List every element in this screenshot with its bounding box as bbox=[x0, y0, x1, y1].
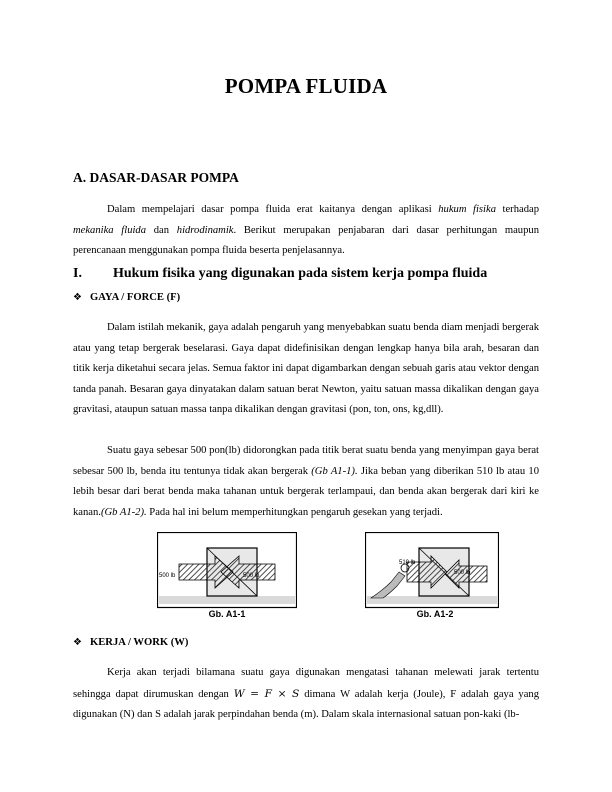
intro-term-hidrodinamik: hidrodinamik bbox=[176, 224, 234, 236]
gaya-p2-ref-1: (Gb A1-1). bbox=[311, 465, 358, 477]
diamond-bullet-icon: ❖ bbox=[73, 637, 82, 648]
fig2-label-left: 510 lb bbox=[399, 560, 416, 566]
fig2-label-right: 500 lb bbox=[454, 570, 471, 576]
gaya-paragraph-1 bbox=[73, 318, 539, 421]
figure-a1-2 bbox=[365, 532, 499, 620]
kerja-heading bbox=[73, 637, 188, 648]
figure-a1-1 bbox=[157, 532, 297, 620]
ground bbox=[159, 596, 295, 604]
figure-a1-1-illustration bbox=[157, 532, 297, 620]
intro-term-mekanika-fluida: mekanika fluida bbox=[73, 224, 147, 236]
kerja-paragraph-1 bbox=[73, 663, 539, 726]
intro-paragraph bbox=[73, 200, 539, 262]
fig1-label-left: 500 lb bbox=[159, 573, 176, 579]
intro-text-4: . Berikut merupakan penjabaran dari dasar perhitungan maupun perencanaan menggunakan pompa fluida beserta penjelasannya. bbox=[73, 224, 539, 256]
kerja-p1-text-1: Kerja akan terjadi bilamana suatu gaya digunakan mengatasi tahanan melewati jarak tertentu sehingga dapat dirumuskan dengan bbox=[73, 667, 539, 700]
intro-text-1: Dalam mempelajari dasar pompa fluida erat kaitanya dengan aplikasi bbox=[107, 204, 439, 215]
kerja-p1-text-2: dimana W adalah kerja (Joule), F adalah gaya yang digunakan (N) dan S adalah jarak perpindahan benda (m). Dalam skala internasional satuan pon-kaki (lb- bbox=[73, 688, 539, 720]
fig1-label-right: 500 lb bbox=[243, 573, 260, 579]
gaya-paragraph-2 bbox=[73, 441, 539, 523]
figure-a1-2-illustration bbox=[365, 532, 499, 620]
intro-term-hukum-fisika: hukum fisika bbox=[438, 204, 496, 215]
kerja-heading-text: KERJA / WORK (W) bbox=[90, 637, 189, 648]
section-i-number: I. bbox=[73, 266, 82, 281]
fig2-caption: Gb. A1-2 bbox=[416, 609, 454, 619]
gaya-p2-text-3: Pada hal ini belum memperhitungkan pengaruh gesekan yang terjadi. bbox=[146, 506, 443, 518]
work-formula: W = F × S bbox=[233, 687, 300, 700]
ground bbox=[367, 596, 497, 604]
gaya-p2-text-2: Jika beban yang diberikan 510 lb atau 10 lebih besar dari berat benda maka tahanan untuk bergerak terlampaui, dan benda akan bergerak dari kiri ke kanan. bbox=[73, 465, 539, 518]
intro-text-2: terhadap bbox=[496, 204, 540, 215]
gaya-heading-text: GAYA / FORCE (F) bbox=[90, 292, 181, 303]
section-i-heading bbox=[73, 266, 487, 282]
intro-text-3: dan bbox=[146, 224, 177, 236]
diamond-bullet-icon: ❖ bbox=[73, 292, 82, 303]
gaya-p2-ref-2: (Gb A1-2). bbox=[100, 506, 147, 518]
section-a-heading: A. DASAR-DASAR POMPA bbox=[73, 170, 239, 185]
section-i-title: Hukum fisika yang digunakan pada sistem kerja pompa fluida bbox=[113, 266, 488, 281]
gaya-heading bbox=[73, 292, 180, 303]
page-title: POMPA FLUIDA bbox=[224, 74, 388, 98]
fig1-caption: Gb. A1-1 bbox=[208, 609, 246, 619]
gaya-paragraph-1-text: Dalam istilah mekanik, gaya adalah pengaruh yang menyebabkan suatu benda diam menjadi bergerak atau yang tetap bergerak beselarasi. Gaya dapat didefinisikan dengan lengkap hanya bila arah, besaran dan titik kerja diketahui secara jelas. Semua faktor ini dapat digambarkan dengan sebuah garis atau vektor dengan tanda panah. Besaran gaya dinyatakan dalam satuan berat Newton, yaitu satuan massa dikalikan dengan gaya gravitasi, ataupun satuan massa tanpa dikalikan dengan gravitasi (pon, ton, ons, kg,dll). bbox=[73, 322, 539, 415]
gaya-p2-text-1: Suatu gaya sebesar 500 pon(lb) didorongkan pada titik berat suatu benda yang menyimpan gaya berat sebesar 500 lb, benda itu tentunya tidak akan bergerak bbox=[73, 445, 539, 477]
